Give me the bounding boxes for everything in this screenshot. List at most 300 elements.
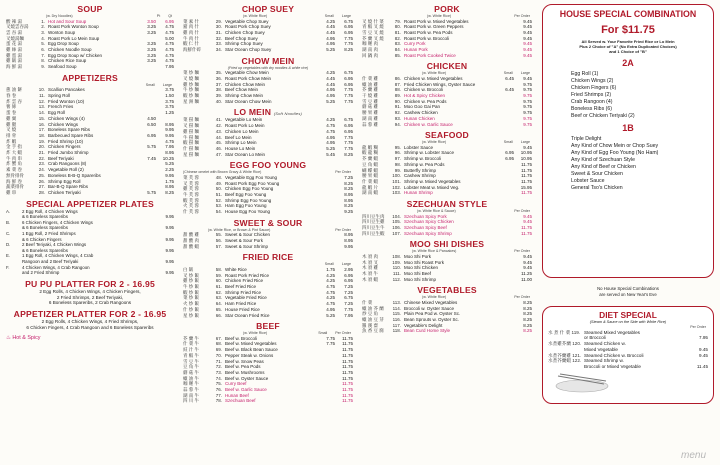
chinese-name: 素 菜 卷 [6, 167, 23, 173]
price-small: 3.25 [147, 24, 156, 30]
chinese-name: 牛 芙 蓉 [183, 191, 200, 197]
chinese-name: 火 芙 蓉 [183, 203, 200, 209]
item-name: Butterfly Shrimp [404, 167, 437, 173]
price-large: 10.25 [162, 155, 174, 161]
item-number: 97. [394, 156, 401, 162]
price-small: 6.45 [505, 75, 514, 81]
item-name: Chicken Fried Rice [225, 278, 264, 284]
item-number: 86. [394, 75, 401, 81]
price-large: 11.75 [521, 190, 532, 196]
chinese-name: 雞 炒 飯 [183, 278, 200, 284]
price-small: 4.25 [326, 70, 335, 76]
menu-column-4 [542, 4, 714, 404]
price-large: 11.75 [521, 178, 532, 184]
price-large: 7.25 [344, 284, 353, 289]
chinese-name: 魚 香 豆 腐 [362, 328, 384, 334]
item-number: 42. [215, 123, 222, 129]
item-list [362, 254, 532, 283]
chinese-name: 四川豆生雞 [362, 219, 385, 225]
chinese-name: 炸 蝦 [6, 138, 17, 144]
menu-item [362, 328, 532, 334]
chinese-name: 青 椒 叉 燒 [362, 24, 384, 30]
item-number: 39. [215, 93, 222, 99]
item-number: 73. [215, 369, 222, 375]
price-large: 6.75 [344, 117, 353, 123]
price-large: 7.75 [344, 306, 353, 312]
chinese-name: 蠔 油 豆 芽 [362, 317, 384, 323]
price-small: 4.75 [326, 284, 335, 289]
section-title: SZECHUAN STYLE [406, 199, 488, 210]
price: 9.45 [699, 352, 708, 358]
price: 8.25 [523, 299, 532, 305]
price-large: 7.75 [344, 41, 353, 47]
item-name: Scallion Pancakes [48, 87, 85, 93]
choice-option: Fried Shrimps (2) [571, 91, 612, 98]
plate-description: & 6 Chicken Fingers [22, 236, 62, 242]
price-large: 11.75 [342, 364, 353, 370]
plate-item [6, 270, 174, 276]
chinese-name: 酸 辣 湯 [6, 18, 23, 24]
price: 9.45 [523, 259, 532, 265]
item-name: Seafood Soup [48, 64, 77, 70]
plate-letter: F. [6, 264, 10, 270]
price-large: 7.75 [344, 93, 353, 99]
item-name: Chicken Lo Mein [225, 128, 259, 134]
item-name: Moo Shi Beef [404, 271, 432, 276]
price: 9.45 [523, 52, 532, 58]
item-number: 74. [215, 375, 222, 381]
chinese-name: 星 洲 麵 [183, 98, 200, 104]
item-number: 69. [215, 347, 222, 353]
price: 8.25 [523, 305, 532, 311]
chinese-name: 雞 撈 麵 [183, 128, 200, 134]
item-number: 3. [41, 29, 45, 35]
price-large: 11.75 [342, 392, 353, 398]
price-large: 9.95 [165, 172, 174, 178]
price-small: 4.75 [326, 128, 335, 134]
item-name: Shrimp Chow Mein [225, 93, 264, 99]
price: 9.95 [165, 236, 174, 242]
section-title: PORK [434, 4, 460, 14]
price-small: 4.25 [326, 18, 335, 24]
item-number: 22. [38, 155, 45, 161]
item-name: Lobster Meat w. Mixed Veg. [404, 184, 460, 190]
chinese-name: 湖 南 肉 [362, 47, 379, 53]
price: 9.45 [523, 29, 532, 35]
item-number: 57. [215, 243, 222, 249]
chinese-name: 雞 蛋 湯 [6, 52, 23, 58]
price: 8.95 [344, 232, 353, 238]
price-large: 11.75 [342, 335, 353, 341]
price-small: 5.25 [326, 145, 335, 151]
item-name: Shrimp Chop Suey [225, 41, 263, 47]
chinese-name: 無骨排骨 [6, 172, 24, 178]
item-number: 77. [215, 392, 222, 398]
price-small: 3.25 [147, 58, 156, 64]
price-small: 4.95 [326, 93, 335, 99]
menu-item [183, 313, 353, 319]
chinese-name: 芥 蘭 叉 燒 [362, 35, 384, 41]
item-number: 29. [215, 18, 222, 24]
price-large: 6.95 [165, 18, 174, 24]
menu-item [6, 64, 174, 70]
item-name: Sweet & Sour Chicken [225, 232, 271, 238]
item-name: Wonton Soup [48, 29, 76, 35]
plate-description: 6 Chicken Fingers, 4 Chicken Wings [22, 219, 93, 225]
pork-section: PORK (w. White Rice) Per Order 叉 燒 什 菜 79. Roast Pork w. Mixed Vegetables 9.45 青 椒 叉 燒 80. Roast Pork w. Green Peppers 9.45 雪 豆 叉 燒 81. Roast Pork w. Pea Pods 9.45 芥 蘭 叉 燒 82. Roast Pork w. Broccoli 9.45 咖 喱 肉 83. Curry Pork 9.45 湖 南 肉 84. Hunan Pork 9.45 回 鍋 肉 85. Roast Pork Cooked Twice 9.45 [362, 4, 532, 58]
price-small: 4.75 [326, 301, 335, 307]
item-name: Steamed Mixed Vegetables [584, 329, 640, 335]
item-number: 85. [394, 52, 401, 58]
item-number: 51. [215, 191, 222, 197]
price: 8.25 [523, 322, 532, 328]
price: 8.25 [523, 328, 532, 334]
chinese-name [548, 364, 584, 370]
item-name: Steamed Chicken w. Broccoli [584, 352, 644, 358]
item-name: Moo Shi Roast Pork [404, 259, 445, 265]
chinese-name: 豆 角 牛 [183, 364, 200, 370]
chinese-name: 叉 燒 什 菜 [362, 18, 384, 24]
choice-option: Chicken Fingers (6) [571, 84, 617, 91]
item-name: Beef w. Black Bean Sauce [225, 347, 278, 353]
platter-line: 6 Boneless Spareribs, 2 Crab Rangoons [48, 300, 132, 306]
chinese-name: 四川豆生牛 [362, 224, 385, 230]
price-small: 6.95 [505, 156, 514, 162]
section-title: MOO SHI DISHES [409, 239, 485, 250]
chinese-name: 腰 果 蝦 [362, 173, 379, 179]
item-name: Roast Pork Lo Mein Soup [48, 35, 100, 41]
menu-column-3 [362, 4, 532, 337]
chinese-name: 什 菜 蝦 [362, 178, 379, 184]
chinese-name: 雞 串 [6, 189, 17, 195]
item-number: 9. [41, 64, 45, 70]
item-name: Moo Goo Gai Pan [404, 104, 441, 110]
chinese-name: 牛 肉 串 [6, 155, 23, 161]
price-large: 4.75 [165, 41, 174, 47]
item-number: 90. [394, 98, 401, 104]
section-title: EGG FOO YOUNG [229, 160, 307, 171]
chinese-name: 叉 芙 蓉 [183, 180, 200, 186]
item-name: Roast Pork Egg Foo Young [225, 180, 280, 186]
price: 11.75 [521, 230, 532, 236]
item-number: 96. [394, 150, 401, 156]
chinese-name: 菜 炒 飯 [183, 295, 200, 301]
item-number: 35. [215, 70, 222, 76]
chinese-name: 雞 翼 [6, 115, 17, 121]
item-number: 6. [41, 47, 45, 53]
item-number: 117. [392, 322, 401, 328]
item-list [362, 76, 532, 127]
price-large: 4.75 [165, 52, 174, 58]
item-name: Star Ocean Lo Mein [225, 151, 266, 157]
item-name: House Lo Mein [225, 145, 256, 151]
price: 8.95 [344, 191, 353, 197]
item-name: Curry Beef [225, 381, 247, 387]
price-small: 4.45 [326, 29, 335, 35]
chinese-name: 蝦 龍 糊 [362, 150, 379, 156]
price: 8.95 [344, 237, 353, 243]
price-small: 6.50 [147, 121, 156, 127]
item-name: Star Ocean Chop Suey [225, 47, 272, 53]
item-list [362, 300, 532, 334]
chinese-name: 叉 燒 麵 [183, 75, 200, 81]
choice-option: Any Kind of Beef or Chicken [571, 163, 636, 170]
price-small: 6.95 [505, 150, 514, 156]
price-small: 3.25 [147, 41, 156, 47]
item-number: 115. [392, 311, 401, 317]
item-number: 114. [392, 305, 401, 311]
appetizers-section: APPETIZERS Small Large 蔥 油 餅 10. Scallion Pancakes 3.75 春 卷 11. Spring Roll 1.50 炸 雲 吞 12. Fried Wonton (10) 3.75 薯 條 13. French Fries 3.75 蛋 卷 14. Egg Roll 1.25 雞 翼 15. Chicken Wings (4) 4.50 雞 腿 16. Chicken Wings 6.50 8.95 叉 燒 17. Boneless Spare Ribs 9.95 排 骨 18. Barbecued Spare Ribs 6.95 9.95 炸 蝦 19. Fried Shrimp (10) 4.75 金 手 指 20. Chicken Fingers 5.75 7.95 炸 大 蝦 21. Fried Jumbo Shrimp 8.95 牛 肉 串 22. Beef Teriyaki 7.45 10.25 炸 蟹 角 23. Crab Rangoons (8) 5.25 素 菜 卷 24. Vegetable Roll (2) 2.25 無骨排骨 25. Boneless B-B-Q Spareribs 9.95 海 鮮 卷 26. Shrimp Egg Roll 1.75 蔬菜排骨 27. Bar-B-Q Spare Ribs 8.95 雞 串 28. Chicken Teriyaki 5.75 8.25 [6, 72, 174, 195]
item-name: Fried Jumbo Shrimp [48, 150, 89, 156]
item-number: 2. [41, 24, 45, 30]
item-number: 23. [38, 161, 45, 167]
price-large: 4.75 [165, 29, 174, 35]
item-number: 50. [215, 186, 222, 192]
item-number: 28. [38, 189, 45, 195]
chinese-name: 青 椒 牛 [183, 352, 200, 358]
price: 9.95 [165, 214, 174, 220]
item-name: Moo Shi Pork [404, 253, 432, 259]
price-large: 8.25 [165, 189, 174, 195]
chinese-name: 雞 炒 麵 [183, 81, 200, 87]
price-small: 4.95 [326, 35, 335, 41]
price-small: 4.45 [326, 24, 335, 30]
item-list [362, 145, 532, 196]
choice-option: Triple Delight [571, 135, 602, 142]
item-name: Roast Pork w. Pea Pods [404, 29, 453, 35]
item-name: Crab Rangoons (8) [48, 161, 87, 167]
price: 9.45 [523, 35, 532, 41]
item-number: 99. [394, 167, 401, 173]
price: 9.45 [523, 265, 532, 271]
chinese-name: 咖 喱 肉 [362, 41, 379, 47]
chinese-name: 牛 肉 什 [183, 35, 200, 41]
menu-item [362, 122, 532, 128]
price-large: 9.45 [523, 144, 532, 150]
menu-item [183, 47, 353, 53]
menu-column-2 [183, 4, 353, 407]
price-small: 6.95 [147, 132, 156, 138]
item-list [183, 70, 353, 104]
price: 8.25 [523, 317, 532, 323]
price-small: 1.75 [326, 266, 335, 272]
item-number: 15. [38, 115, 45, 121]
item-number: 71. [215, 358, 222, 364]
chinese-name: 排 骨 [6, 132, 17, 138]
item-name: Szechuan Spicy Shrimp [404, 230, 452, 236]
price-small: 7.75 [326, 341, 335, 347]
item-number: 78. [215, 398, 222, 404]
item-number: 64. [215, 301, 222, 307]
chinese-name: 菜 炒 麵 [183, 70, 200, 76]
item-name: Hunan Chicken [404, 115, 435, 121]
item-number: 60. [215, 278, 222, 284]
item-name: Szechuan Spicy Beef [404, 224, 447, 230]
item-number: 19. [38, 138, 45, 144]
price-large: 6.75 [344, 295, 353, 301]
choice-option: Lobster Sauce [571, 177, 605, 184]
item-list [362, 19, 532, 59]
chinese-name: 菜 撈 麵 [183, 117, 200, 123]
chop-suey-section: CHOP SUEY (w. White Rice) Small Large 菜 素 什 29. Vegetable Chop Suey 4.25 6.75 豬 肉 什 30. Roast Pork Chop Suey 4.45 6.95 雞 肉 什 31. Chicken Chop Suey 4.45 6.95 牛 肉 什 32. Beef Chop Suey 4.95 7.75 蝦 仁 什 33. Shrimp Chop Suey 4.95 7.75 海鮮什碎 34. Star Ocean Chop Suey 5.25 8.25 [183, 4, 353, 53]
plate-description: 2 Beef Teriyaki, 4 Chicken Wings [22, 242, 87, 248]
price-large: 11.75 [342, 387, 353, 393]
item-name: Bean Curd Home Style [404, 328, 451, 334]
chinese-name: 蝦 炒 飯 [183, 289, 200, 295]
item-name: Lobster Sauce [404, 144, 434, 150]
section-title: SEAFOOD [425, 130, 469, 141]
item-name: Vegetable's Delight [404, 322, 443, 328]
price: 11.00 [521, 276, 532, 282]
chinese-name: 木 須 蝦 [362, 276, 379, 282]
item-number: 30. [215, 24, 222, 30]
chinese-name: 叉 炒 飯 [183, 272, 200, 278]
item-number: 111. [392, 271, 401, 276]
price-large: 6.95 [344, 75, 353, 81]
price: 11.45 [696, 364, 708, 370]
item-number: 54. [215, 209, 222, 215]
chinese-name: 蝦 撈 麵 [183, 140, 200, 146]
item-list [548, 330, 708, 371]
price-large: 7.95 [344, 312, 353, 318]
item-list [183, 117, 353, 157]
item-number: 13. [38, 104, 45, 110]
chinese-name: 木 須 肉 [362, 253, 379, 259]
price-large: 7.95 [165, 144, 174, 150]
price-large: 7.75 [344, 98, 353, 104]
item-name: or Broccoli [584, 335, 606, 341]
price-small [496, 122, 514, 128]
item-number: 72. [215, 364, 222, 370]
price-large: 11.75 [342, 369, 353, 375]
moo-shi-section: MOO SHI DISHES (w. White Rice & Pancakes) Per Order 木 須 肉 108. Moo Shi Pork 9.45 木 須 叉 109. Moo Shi Roast Pork 9.45 木 須 雞 110. Moo Shi Chicken 9.45 木 須 牛 111. Moo Shi Beef 11.25 木 須 蝦 112. Moo Shi Shrimp 11.00 [362, 239, 532, 282]
plate-description: 1 Egg Roll, 2 Fried Shrimps [22, 231, 76, 237]
chinese-name: 湖 南 雞 [362, 115, 379, 121]
item-name: Ham Egg Foo Young [225, 203, 267, 209]
lo-mein-section [183, 107, 353, 157]
chinese-name: 蔬菜排骨 [6, 184, 24, 190]
section-title: CHOW MEIN [241, 55, 295, 66]
price-large: 4.75 [165, 58, 174, 64]
price-large: 4.75 [165, 47, 174, 53]
chinese-name: 炸 雲 吞 [6, 98, 23, 104]
item-name: Beef Chop Suey [225, 35, 258, 41]
price-small: 3.25 [147, 52, 156, 58]
pupu-platter-2 [6, 279, 174, 306]
item-name: Spring Roll [48, 93, 71, 99]
price: 9.95 [165, 259, 174, 265]
chinese-name: 雲 吞 湯 [6, 29, 23, 35]
plate-letter: C. [6, 231, 11, 237]
item-number: 32. [215, 35, 222, 41]
price-large: 9.75 [523, 104, 532, 110]
item-name: Hunan Beef [225, 392, 249, 398]
item-name: Pepper Steak w. Onions [225, 352, 274, 358]
price: 9.45 [523, 253, 532, 259]
price-large: 11.75 [342, 381, 353, 387]
item-number: 5. [41, 41, 45, 47]
chinese-name: 叉 燒 [6, 127, 17, 133]
item-name: Chicken Chop Suey [225, 29, 265, 35]
item-name: Barbecued Spare Ribs [48, 132, 94, 138]
chicken-section: CHICKEN (w. White Rice) Small Large 什 菜 雞 86. Chicken w. Mixed Vegetables 6.45 9.45 蠔 油 雞 87. Fried Chicken Wings, Oyster Sauce 9.75 芥 蘭 雞 88. Chicken w. Broccoli 6.45 9.75 干 燒 雞 89. Hot & Spicy Chicken 9.75 雪 豆 雞 90. Chicken w. Pea Pods 9.75 蘑 菇 雞 91. Moo Goo Gai Pan 9.75 腰 果 雞 92. Cashew Chicken 9.75 湖 南 雞 93. Hunan Chicken 9.75 蒜 蓉 雞 94. Chicken w. Garlic Sauce 9.75 [362, 61, 532, 127]
item-number: 10. [38, 87, 45, 93]
plate-description: Rangoon and 2 Beef Teriyaki [22, 259, 79, 265]
price-large: 9.75 [523, 81, 532, 87]
item-name: Egg Drop Soup w/ Chicken [48, 52, 103, 58]
chinese-name: 火 炒 飯 [183, 301, 200, 307]
choice-option: Crab Rangoon (4) [571, 98, 613, 105]
menu-item [362, 231, 532, 237]
item-name: Beef Fried Rice [225, 284, 257, 289]
price-small: 4.45 [326, 81, 335, 87]
price-large: 2.95 [344, 266, 353, 272]
item-number: 56. [215, 237, 222, 243]
item-number: 49. [215, 180, 222, 186]
item-number: 67. [215, 335, 222, 341]
item-number: 40. [215, 98, 222, 104]
chinese-name: 蠔 油 雞 [362, 81, 379, 87]
price-large: 9.95 [165, 127, 174, 133]
chinese-name: 什 菜 [362, 299, 373, 305]
chinese-name: 腰 果 雞 [362, 110, 379, 116]
item-name: Chicken Chow Mein [225, 81, 266, 87]
item-number: 92. [394, 110, 401, 116]
chinese-name: 牛 炒 麵 [183, 87, 200, 93]
item-name: Bean Sprouts w. Oyster Sc. [404, 317, 460, 323]
item-number: 8. [41, 58, 45, 64]
item-name: Shrimp w. Pea Pods [404, 161, 445, 167]
item-number: 1. [41, 18, 45, 24]
chinese-name: 什 菜 雞 [362, 75, 379, 81]
chinese-name: 雞 腿 [6, 121, 17, 127]
item-name: Szechuan Beef [225, 398, 256, 404]
chinese-name: 海 鮮 卷 [6, 178, 23, 184]
price-large: 3.75 [165, 98, 174, 104]
price-small: 5.75 [147, 144, 156, 150]
section-title: LO MEIN (Soft Noodles) [233, 107, 303, 118]
price-large: 7.95 [165, 64, 174, 70]
section-title: VEGETABLES [417, 285, 477, 296]
price-large: 11.75 [342, 398, 353, 404]
diet-special-title: DIET SPECIAL [599, 310, 657, 320]
item-number: 109. [392, 259, 401, 265]
item-number: 76. [215, 387, 222, 393]
item-number: 98. [394, 161, 401, 167]
chinese-name: 芥 蘭 蝦 [362, 156, 379, 162]
menu-item [362, 190, 532, 196]
item-name: Boneless B-B-Q Spareribs [48, 172, 101, 178]
price-large: 5.25 [165, 161, 174, 167]
item-name: French Fries [48, 104, 74, 110]
item-name: Vegetable Egg Foo Young [225, 174, 278, 180]
item-name: Roast Pork Chop Suey [225, 24, 271, 30]
price-large: 15.95 [520, 184, 532, 190]
item-number: 45. [215, 140, 222, 146]
price-large: 7.25 [344, 289, 353, 295]
price-large: 8.25 [344, 151, 353, 157]
price: 9.25 [344, 209, 353, 215]
price: 11.25 [521, 271, 532, 276]
item-name: Beef w. Mixed Vegetables [225, 341, 277, 347]
chinese-name: 雞 芙 蓉 [183, 186, 200, 192]
item-number: 44. [215, 134, 222, 140]
chinese-name: 甜 酸 蝦 [183, 243, 200, 249]
item-number: 103. [392, 190, 401, 196]
price-small: 4.95 [326, 41, 335, 47]
chinese-name: 蛋 花 湯 [6, 41, 23, 47]
price: 9.45 [523, 18, 532, 24]
